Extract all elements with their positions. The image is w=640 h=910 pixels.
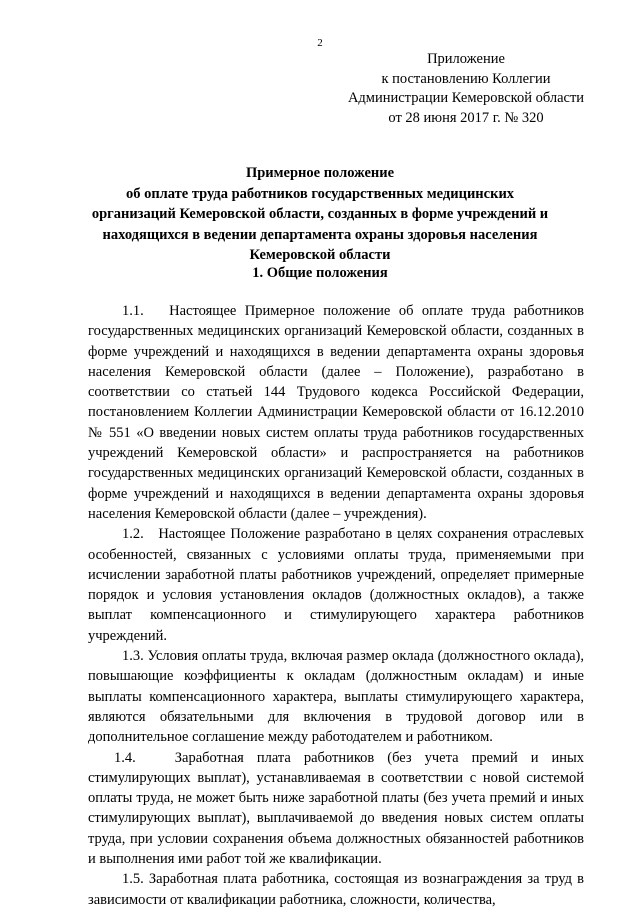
paragraph-number: 1.2. xyxy=(122,526,144,543)
title-line: Примерное положение xyxy=(245,165,395,181)
appendix-line: Администрации Кемеровской области xyxy=(347,90,585,106)
title-line: об оплате труда работников государственных медицинских xyxy=(125,185,515,202)
title-line: организаций Кемеровской области, созданных в форме учреждений и xyxy=(91,206,549,222)
document-body xyxy=(88,301,584,910)
section-heading: 1. Общие положения xyxy=(252,265,388,281)
paragraph-text: Настоящее Положение разработано в целях сохранения отраслевых особенностей, связанных с условиями оплаты труда, применяемыми при исчислении заработной платы работников учреждений, определяет примерные порядок и условия установления окладов (должностных окладов), а также выплат компенсационного и стимулирующего характера работников учреждений. xyxy=(88,526,585,644)
paragraph-text: Условия оплаты труда, включая размер оклада (должностного оклада), повышающие коэффициенты к окладам (должностным окладам) и иные выплаты компенсационного характера, выплаты стимулирующего характера, являются обязательными для включения в трудовой договор или в дополнительное соглашение между работодателем и работником. xyxy=(88,648,585,746)
paragraph-text: Настоящее Примерное положение об оплате труда работников государственных медицинских организаций Кемеровской области, созданных в форме учреждений и находящихся в ведении департамента охраны здоровья населения Кемеровской области (далее – Положение), разработано в соответствии со статьей 144 Трудового кодекса Российской Федерации, постановлением Коллегии Администрации Кемеровской области от 16.12.2010 № 551 «О введении новых систем оплаты труда работников государственных учреждений Кемеровской области» и распространяется на работников государственных медицинских организаций Кемеровской области, созданных в форме учреждений и находящихся в ведении департамента охраны здоровья населения Кемеровской области (далее – учреждения). xyxy=(88,303,585,522)
appendix-header xyxy=(330,50,602,128)
appendix-line: к постановлению Коллегии xyxy=(381,70,551,87)
page-number: 2 xyxy=(317,37,323,49)
paragraph-number: 1.1. xyxy=(122,303,144,319)
title-line: Кемеровской области xyxy=(249,247,391,263)
document-title xyxy=(60,163,580,266)
paragraph-number: 1.3. xyxy=(122,648,144,665)
appendix-line: от 28 июня 2017 г. № 320 xyxy=(388,109,544,126)
paragraph-text: Заработная плата работника, состоящая из вознаграждения за труд в зависимости от квалификации работника, сложности, количества, xyxy=(88,871,585,908)
paragraph xyxy=(88,869,584,910)
paragraph-number: 1.4. xyxy=(114,749,136,766)
paragraph-text: Заработная плата работников (без учета премий и иных стимулирующих выплат), устанавливаемая в соответствии с новой системой оплаты труда, не может быть ниже заработной платы (без учета премий и иных стимулирующих выплат), выплачиваемой до введения новых систем оплаты труда, при условии сохранения объема должностных обязанностей работников и выполнения ими работ той же квалификации. xyxy=(88,749,585,868)
appendix-line: Приложение xyxy=(427,51,505,67)
title-line: находящихся в ведении департамента охраны здоровья населения xyxy=(102,226,538,243)
paragraph xyxy=(88,748,584,870)
paragraph xyxy=(88,524,584,646)
paragraph xyxy=(88,301,584,524)
paragraph-number: 1.5. xyxy=(122,871,144,888)
paragraph xyxy=(88,646,584,747)
